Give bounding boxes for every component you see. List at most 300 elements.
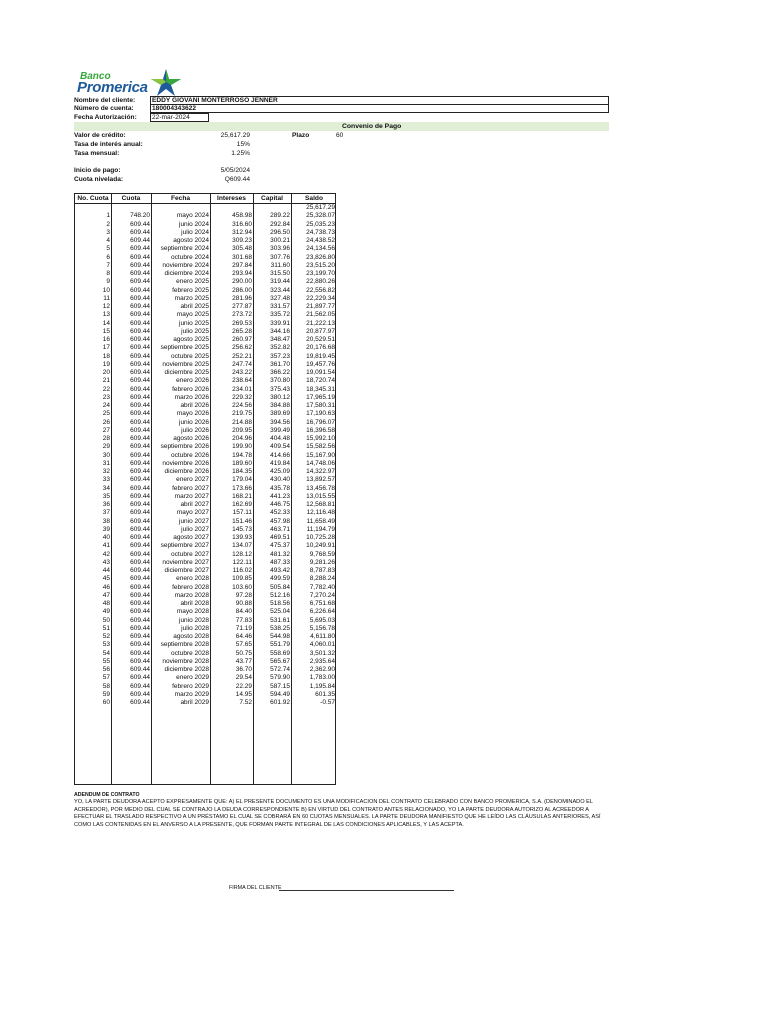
cuota-amount: 609.44 [130, 393, 150, 401]
balance-amount: 22,556.82 [306, 286, 335, 294]
balance-amount: 5,695.03 [309, 616, 335, 624]
interest-amount: 224.56 [232, 402, 252, 409]
interest-amount: 277.87 [232, 303, 252, 310]
capital-amount: 303.96 [270, 245, 290, 253]
balance-amount: 17,580.31 [306, 402, 335, 409]
table-row [75, 641, 335, 649]
interest-amount: 312.94 [232, 228, 252, 236]
cuota-amount: 609.44 [130, 311, 150, 319]
table-row [75, 287, 335, 295]
interest-amount: 301.68 [232, 253, 252, 261]
capital-amount: 587.15 [270, 682, 290, 690]
cuota-date: noviembre 2024 [162, 261, 209, 269]
cuota-amount: 609.44 [130, 294, 150, 302]
interest-amount: 189.60 [232, 459, 252, 467]
balance-amount: 21,897.77 [306, 303, 335, 310]
interest-amount: 36.70 [235, 666, 252, 673]
table-row [75, 699, 335, 707]
interest-amount: 109.85 [232, 575, 252, 583]
valor-credito-value: 25,617.29 [220, 132, 250, 139]
cuota-amount: 609.44 [130, 278, 150, 286]
cuota-number: 34 [102, 484, 110, 492]
capital-amount: 384.88 [270, 402, 290, 409]
interest-amount: 84.40 [235, 608, 252, 616]
cuota-nivelada-value: Q609.44 [224, 176, 250, 183]
balance-amount: 13,892.57 [306, 476, 335, 484]
cuota-number: 22 [102, 385, 110, 393]
table-row [75, 526, 335, 534]
tasa-mensual-value: 1.25% [231, 150, 250, 157]
cuota-number: 23 [102, 393, 110, 401]
cuota-number: 1 [106, 212, 110, 220]
addendum-title: ADENDUM DE CONTRATO [74, 792, 140, 798]
balance-amount: 25,035.23 [306, 220, 335, 228]
capital-amount: 323.44 [270, 286, 290, 294]
cuota-number: 8 [106, 270, 110, 277]
cuota-number: 60 [102, 699, 110, 706]
interest-amount: 260.97 [232, 336, 252, 343]
interest-amount: 151.46 [232, 517, 252, 525]
table-row [75, 476, 335, 484]
cuota-number: 33 [102, 476, 110, 484]
header-cuota: Cuota [121, 195, 141, 202]
balance-amount: 22,229.34 [306, 294, 335, 302]
cuota-amount: 609.44 [130, 468, 150, 475]
balance-amount: 8,787.83 [309, 567, 335, 574]
table-row [75, 674, 335, 682]
cuota-number: 19 [102, 360, 110, 368]
cuota-date: octubre 2028 [171, 649, 209, 657]
convenio-title: Convenio de Pago [342, 123, 402, 130]
balance-amount: 19,819.45 [306, 352, 335, 360]
cuota-date: agosto 2024 [173, 237, 209, 244]
cuota-date: septiembre 2028 [160, 641, 209, 649]
capital-amount: 435.78 [270, 484, 290, 492]
capital-amount: 292.84 [270, 220, 290, 228]
capital-amount: 452.33 [270, 509, 290, 517]
balance-amount: 3,501.32 [309, 649, 335, 657]
cuota-date: abril 2026 [180, 402, 209, 409]
table-row [75, 361, 335, 369]
interest-amount: 122.11 [232, 558, 252, 566]
cuota-amount: 609.44 [130, 336, 150, 343]
table-row [75, 320, 335, 328]
cuota-number: 53 [102, 641, 110, 649]
capital-amount: 419.84 [270, 459, 290, 467]
cuota-amount: 609.44 [130, 459, 150, 467]
interest-amount: 243.22 [232, 369, 252, 376]
capital-amount: 457.98 [270, 517, 290, 525]
cuota-number: 12 [102, 303, 110, 310]
cuota-number: 59 [102, 690, 110, 698]
interest-amount: 168.21 [232, 492, 252, 500]
cuota-amount: 609.44 [130, 426, 150, 434]
cuota-date: diciembre 2026 [164, 468, 209, 475]
table-row [75, 501, 335, 509]
interest-amount: 209.95 [232, 426, 252, 434]
interest-amount: 162.69 [232, 501, 252, 508]
interest-amount: 214.88 [232, 418, 252, 426]
cuota-amount: 609.44 [130, 492, 150, 500]
balance-amount: 7,782.40 [309, 583, 335, 591]
client-name-label: Nombre del cliente: [74, 97, 136, 104]
capital-amount: 370.80 [270, 377, 290, 385]
capital-amount: 430.40 [270, 476, 290, 484]
balance-amount: 15,582.56 [306, 443, 335, 451]
table-row [75, 542, 335, 550]
interest-amount: 247.74 [232, 360, 252, 368]
balance-amount: 11,194.79 [306, 525, 335, 533]
table-row [75, 278, 335, 286]
interest-amount: 273.72 [232, 311, 252, 319]
cuota-number: 3 [106, 228, 110, 236]
cuota-amount: 609.44 [130, 591, 150, 599]
table-row [75, 336, 335, 344]
balance-amount: -0.57 [320, 699, 335, 706]
balance-amount: 8,288.24 [309, 575, 335, 583]
interest-amount: 116.02 [232, 567, 252, 574]
capital-amount: 475.37 [270, 542, 290, 550]
table-body [75, 204, 335, 707]
interest-amount: 286.00 [232, 286, 252, 294]
cuota-date: septiembre 2027 [160, 542, 209, 550]
capital-amount: 404.48 [270, 435, 290, 442]
balance-amount: 1,195.84 [309, 682, 335, 690]
logo-promerica-text: Promerica [77, 79, 148, 96]
cuota-number: 47 [102, 591, 110, 599]
cuota-amount: 609.44 [130, 649, 150, 657]
capital-amount: 518.56 [270, 600, 290, 607]
table-row [75, 402, 335, 410]
cuota-number: 37 [102, 509, 110, 517]
cuota-amount: 609.44 [130, 352, 150, 360]
balance-amount: 9,281.26 [309, 558, 335, 566]
table-row [75, 427, 335, 435]
capital-amount: 344.16 [270, 327, 290, 335]
interest-amount: 293.94 [232, 270, 252, 277]
balance-amount: 20,877.97 [306, 327, 335, 335]
cuota-date: junio 2028 [179, 616, 209, 624]
cuota-date: agosto 2027 [173, 534, 209, 541]
interest-amount: 204.96 [232, 435, 252, 442]
cuota-date: febrero 2029 [172, 682, 209, 690]
cuota-number: 29 [102, 443, 110, 451]
interest-amount: 22.29 [235, 682, 252, 690]
capital-amount: 380.12 [270, 393, 290, 401]
cuota-number: 55 [102, 657, 110, 665]
capital-amount: 357.23 [270, 352, 290, 360]
cuota-amount: 609.44 [130, 633, 150, 640]
header-fecha: Fecha [170, 195, 191, 202]
cuota-amount: 609.44 [130, 270, 150, 277]
cuota-number: 30 [102, 451, 110, 459]
capital-amount: 335.72 [270, 311, 290, 319]
cuota-date: abril 2025 [180, 303, 209, 310]
table-row [75, 410, 335, 418]
table-row [75, 625, 335, 633]
balance-amount: 2,935.64 [309, 657, 335, 665]
cuota-date: julio 2027 [181, 525, 209, 533]
balance-amount: 23,515.20 [306, 261, 335, 269]
cuota-amount: 609.44 [130, 220, 150, 228]
cuota-date: octubre 2027 [171, 550, 209, 558]
capital-amount: 538.25 [270, 624, 290, 632]
cuota-amount: 609.44 [130, 237, 150, 244]
capital-amount: 300.21 [270, 237, 290, 244]
capital-amount: 493.42 [270, 567, 290, 574]
table-row [75, 245, 335, 253]
cuota-amount: 609.44 [130, 608, 150, 616]
cuota-number: 38 [102, 517, 110, 525]
cuota-amount: 609.44 [130, 319, 150, 327]
table-row [75, 493, 335, 501]
valor-credito-label: Valor de crédito: [74, 132, 126, 139]
balance-amount: 15,992.10 [306, 435, 335, 442]
cuota-amount: 609.44 [130, 245, 150, 253]
cuota-date: mayo 2027 [176, 509, 209, 517]
cuota-number: 31 [102, 459, 110, 467]
cuota-number: 46 [102, 583, 110, 591]
cuota-date: septiembre 2026 [160, 443, 209, 451]
table-row [75, 237, 335, 245]
cuota-date: marzo 2029 [174, 690, 209, 698]
table-row [75, 303, 335, 311]
table-row [75, 443, 335, 451]
inicio-pago-label: Inicio de pago: [74, 167, 121, 174]
cuota-number: 40 [102, 534, 110, 541]
cuota-date: agosto 2025 [173, 336, 209, 343]
balance-amount: 19,457.76 [306, 360, 335, 368]
balance-amount: 18,720.74 [306, 377, 335, 385]
plazo-value: 60 [336, 132, 344, 139]
client-name-field: EDDY GIOVANI MONTERROSO JENNER [150, 96, 609, 105]
cuota-amount: 609.44 [130, 550, 150, 558]
capital-amount: 463.71 [270, 525, 290, 533]
table-row [75, 575, 335, 583]
cuota-date: mayo 2028 [176, 608, 209, 616]
cuota-amount: 609.44 [130, 690, 150, 698]
capital-amount: 469.51 [270, 534, 290, 541]
interest-amount: 297.84 [232, 261, 252, 269]
cuota-number: 35 [102, 492, 110, 500]
capital-amount: 319.44 [270, 278, 290, 286]
interest-amount: 57.65 [235, 641, 252, 649]
capital-amount: 389.69 [270, 410, 290, 418]
header-capital: Capital [261, 195, 283, 202]
balance-amount: 22,880.26 [306, 278, 335, 286]
interest-amount: 229.32 [232, 393, 252, 401]
balance-amount: 16,396.58 [306, 426, 335, 434]
cuota-number: 41 [102, 542, 110, 550]
cuota-amount: 609.44 [130, 575, 150, 583]
interest-amount: 219.75 [232, 410, 252, 418]
balance-amount: 7,270.24 [309, 591, 335, 599]
interest-amount: 281.96 [232, 294, 252, 302]
cuota-amount: 609.44 [130, 443, 150, 451]
cuota-amount: 609.44 [130, 451, 150, 459]
cuota-number: 27 [102, 426, 110, 434]
logo-banco-text: Banco [80, 71, 111, 82]
interest-amount: 458.98 [232, 212, 252, 220]
cuota-date: abril 2028 [180, 600, 209, 607]
cuota-date: marzo 2028 [174, 591, 209, 599]
cuota-amount: 609.44 [130, 327, 150, 335]
table-row [75, 460, 335, 468]
table-row [75, 691, 335, 699]
balance-amount: 19,091.54 [306, 369, 335, 376]
cuota-amount: 609.44 [130, 699, 150, 706]
table-row [75, 633, 335, 641]
addendum-text: YO, LA PARTE DEUDORA ACEPTO EXPRESAMENTE QUE: A) EL PRESENTE DOCUMENTO ES UNA MODIFICACION DEL CONTRATO CELEBRADO CON BANCO PROMERICA, S.A. (DENOMINADO EL ACREEDOR), POR MEDIO DEL CUAL SE CONTRAJO LA DEUDA CORRESPONDIENTE B) EN VIRTUD DEL CONTRATO ANTES RELACIONADO, YO LA PARTE DEUDORA AUTORIZO AL ACREEDOR A EFECTUAR EL TRASLADO RESPECTIVO A UN PRÉSTAMO EL CUAL SE COBRARÁ EN 60 CUOTAS MENSUALES. LA PARTE DEUDORA MANIFIESTO QUE HE LEÍDO LAS CLÁUSULAS ANTERIORES, ASÍ COMO LAS CONTENIDAS EN EL ANVERSO A LA PRESENTE, QUE FORMAN PARTE INTEGRAL DE LAS CONDICIONES APLICABLES, Y LAS ACEPTA. [74, 799, 601, 828]
table-row [75, 270, 335, 278]
cuota-date: junio 2025 [179, 319, 209, 327]
table-row [75, 608, 335, 616]
interest-amount: 64.46 [235, 633, 252, 640]
interest-amount: 179.04 [232, 476, 252, 484]
table-row [75, 229, 335, 237]
cuota-number: 48 [102, 600, 110, 607]
cuota-amount: 609.44 [130, 525, 150, 533]
cuota-amount: 609.44 [130, 567, 150, 574]
cuota-amount: 609.44 [130, 616, 150, 624]
cuota-date: junio 2026 [179, 418, 209, 426]
cuota-number: 56 [102, 666, 110, 673]
capital-amount: 361.70 [270, 360, 290, 368]
balance-amount: 21,562.05 [306, 311, 335, 319]
cuota-amount: 748.20 [130, 212, 150, 220]
balance-amount: 24,738.73 [306, 228, 335, 236]
cuota-date: julio 2024 [181, 228, 209, 236]
cuota-number: 42 [102, 550, 110, 558]
cuota-date: enero 2029 [176, 674, 209, 682]
cuota-number: 25 [102, 410, 110, 418]
cuota-date: junio 2027 [179, 517, 209, 525]
cuota-number: 52 [102, 633, 110, 640]
table-row [75, 435, 335, 443]
capital-amount: 531.61 [270, 616, 290, 624]
cuota-amount: 609.44 [130, 542, 150, 550]
cuota-amount: 609.44 [130, 253, 150, 261]
cuota-amount: 609.44 [130, 501, 150, 508]
header-no-cuota: No. Cuota [77, 195, 109, 202]
cuota-date: diciembre 2028 [164, 666, 209, 673]
firma-label: FIRMA DEL CLIENTE [229, 885, 282, 891]
table-row [75, 468, 335, 476]
capital-amount: 601.92 [270, 699, 290, 706]
table-row [75, 509, 335, 517]
balance-amount: 15,167.90 [306, 451, 335, 459]
interest-amount: 139.93 [232, 534, 252, 541]
cuota-date: marzo 2027 [174, 492, 209, 500]
bank-logo [77, 70, 187, 98]
balance-amount: 24,134.56 [306, 245, 335, 253]
table-row [75, 353, 335, 361]
balance-amount: 4,611.80 [310, 633, 335, 640]
cuota-number: 2 [106, 220, 110, 228]
capital-amount: 348.47 [270, 336, 290, 343]
cuota-date: noviembre 2028 [162, 657, 209, 665]
cuota-number: 11 [103, 294, 110, 302]
capital-amount: 414.66 [270, 451, 290, 459]
signature-line [279, 890, 454, 891]
cuota-amount: 609.44 [130, 385, 150, 393]
balance-amount: 12,116.48 [306, 509, 335, 517]
cuota-amount: 609.44 [130, 402, 150, 409]
capital-amount: 558.69 [270, 649, 290, 657]
cuota-date: diciembre 2027 [164, 567, 209, 574]
capital-amount: 481.32 [270, 550, 290, 558]
cuota-number: 50 [102, 616, 110, 624]
cuota-amount: 609.44 [130, 583, 150, 591]
account-label: Número de cuenta: [74, 105, 134, 112]
header-intereses: Intereses [217, 195, 246, 202]
cuota-date: marzo 2025 [174, 294, 209, 302]
capital-amount: 375.43 [270, 385, 290, 393]
interest-amount: 97.28 [235, 591, 252, 599]
capital-amount: 394.56 [270, 418, 290, 426]
balance-amount: 20,176.68 [306, 344, 335, 352]
table-row [75, 344, 335, 352]
balance-amount: 14,748.06 [306, 459, 335, 467]
table-row [75, 311, 335, 319]
cuota-date: febrero 2028 [172, 583, 209, 591]
balance-amount: 17,965.19 [306, 393, 335, 401]
cuota-number: 14 [102, 319, 110, 327]
tasa-anual-value: 15% [236, 141, 250, 148]
cuota-number: 7 [106, 261, 110, 269]
cuota-number: 58 [102, 682, 110, 690]
cuota-number: 54 [102, 649, 110, 657]
cuota-number: 5 [106, 245, 110, 253]
balance-amount: 6,226.64 [309, 608, 335, 616]
cuota-amount: 609.44 [130, 410, 150, 418]
capital-amount: 441.23 [270, 492, 290, 500]
balance-amount: 20,529.51 [306, 336, 335, 343]
capital-amount: 572.74 [270, 666, 290, 673]
cuota-amount: 609.44 [130, 624, 150, 632]
cuota-amount: 609.44 [130, 476, 150, 484]
table-row [75, 419, 335, 427]
table-row [75, 683, 335, 691]
table-row [75, 369, 335, 377]
cuota-nivelada-label: Cuota nivelada: [74, 176, 124, 183]
table-row [75, 452, 335, 460]
interest-amount: 269.53 [232, 319, 252, 327]
cuota-number: 57 [102, 674, 110, 682]
balance-amount: 18,345.31 [306, 385, 335, 393]
cuota-amount: 609.44 [130, 303, 150, 310]
capital-amount: 331.57 [270, 303, 290, 310]
cuota-amount: 609.44 [130, 517, 150, 525]
plazo-label: Plazo [292, 132, 310, 139]
capital-amount: 311.60 [270, 261, 290, 269]
initial-saldo: 25,617.29 [306, 204, 335, 211]
cuota-number: 18 [102, 352, 110, 360]
cuota-amount: 609.44 [130, 344, 150, 352]
balance-amount: 5,156.78 [309, 624, 335, 632]
balance-amount: 21,222.13 [306, 319, 335, 327]
table-row-initial [75, 204, 335, 212]
cuota-number: 17 [102, 344, 110, 352]
cuota-number: 32 [102, 468, 110, 475]
cuota-amount: 609.44 [130, 534, 150, 541]
balance-amount: 9,768.59 [309, 550, 335, 558]
cuota-number: 51 [102, 624, 110, 632]
cuota-date: mayo 2025 [176, 311, 209, 319]
table-row [75, 254, 335, 262]
cuota-date: abril 2027 [180, 501, 209, 508]
capital-amount: 565.67 [270, 657, 290, 665]
